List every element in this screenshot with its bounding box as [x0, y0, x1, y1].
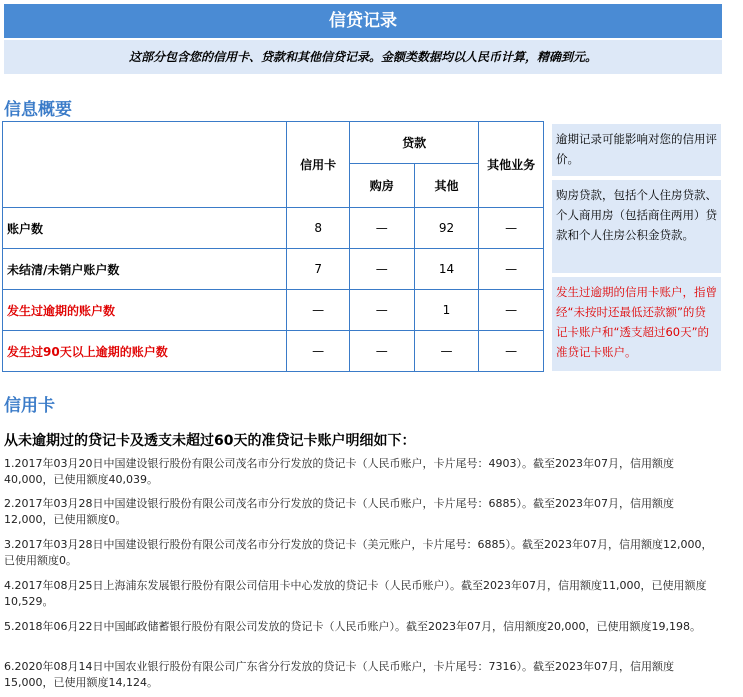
- cell-housing: —: [349, 290, 414, 331]
- credit-card-section-title: 信用卡: [4, 396, 55, 416]
- cell-credit-card: 8: [287, 208, 350, 249]
- cell-other-business: —: [479, 208, 544, 249]
- row-label: 未结清/未销户账户数: [3, 249, 287, 290]
- cell-credit-card: —: [287, 331, 350, 372]
- list-item: 1.2017年03月20日中国建设银行股份有限公司茂名市分行发放的贷记卡（人民币账户，卡片尾号：4903）。截至2023年07月，信用额度40,000，已使用额度40,039。: [4, 457, 674, 486]
- list-item: 4.2017年08月25日上海浦东发展银行股份有限公司信用卡中心发放的贷记卡（人民币账户）。截至2023年07月，信用额度11,000，已使用额度10,529。: [4, 579, 707, 608]
- table-row: [3, 208, 544, 249]
- table-row: [3, 249, 544, 290]
- table-row: [3, 331, 544, 372]
- row-label: 账户数: [3, 208, 287, 249]
- cell-other: 1: [414, 290, 479, 331]
- col-header-credit-card: 信用卡: [287, 122, 350, 208]
- col-header-other-business: 其他业务: [479, 122, 544, 208]
- col-header-other: 其他: [414, 164, 479, 208]
- cell-housing: —: [349, 331, 414, 372]
- corner-cell: [3, 122, 287, 208]
- col-header-loan: 贷款: [349, 122, 478, 164]
- page-title: 信贷记录: [4, 4, 722, 38]
- cell-other: 14: [414, 249, 479, 290]
- detail-heading: 从未逾期过的贷记卡及透支未超过60天的准贷记卡账户明细如下：: [4, 433, 416, 449]
- summary-table: [2, 121, 544, 372]
- list-item: 5.2018年06月22日中国邮政储蓄银行股份有限公司发放的贷记卡（人民币账户）。截至2023年07月，信用额度20,000，已使用额度19,198。: [4, 620, 701, 633]
- table-row: [3, 290, 544, 331]
- row-label: 发生过90天以上逾期的账户数: [3, 331, 287, 372]
- cell-other-business: —: [479, 249, 544, 290]
- cell-credit-card: 7: [287, 249, 350, 290]
- notice-banner: 这部分包含您的信用卡、贷款和其他信贷记录。金额类数据均以人民币计算，精确到元。: [4, 40, 722, 74]
- note-overdue-impact: 逾期记录可能影响对您的信用评价。: [552, 124, 721, 176]
- cell-other-business: —: [479, 331, 544, 372]
- row-label: 发生过逾期的账户数: [3, 290, 287, 331]
- cell-housing: —: [349, 249, 414, 290]
- col-header-housing: 购房: [349, 164, 414, 208]
- list-item: 3.2017年03月28日中国建设银行股份有限公司茂名市分行发放的贷记卡（美元账户，卡片尾号：6885）。截至2023年07月，信用额度12,000，已使用额度0。: [4, 538, 713, 567]
- list-item: 2.2017年03月28日中国建设银行股份有限公司茂名市分行发放的贷记卡（人民币账户，卡片尾号：6885）。截至2023年07月，信用额度12,000，已使用额度0。: [4, 497, 674, 526]
- overview-section-title: 信息概要: [4, 100, 72, 120]
- cell-other: 92: [414, 208, 479, 249]
- cell-credit-card: —: [287, 290, 350, 331]
- cell-other-business: —: [479, 290, 544, 331]
- note-overdue-cards: 发生过逾期的信用卡账户，指曾经“未按时还最低还款额”的贷记卡账户和“透支超过60天”的准贷记卡账户。: [552, 277, 721, 371]
- cell-housing: —: [349, 208, 414, 249]
- list-item: 6.2020年08月14日中国农业银行股份有限公司广东省分行发放的贷记卡（人民币账户，卡片尾号：7316）。截至2023年07月，信用额度15,000，已使用额度14,124。: [4, 660, 674, 689]
- note-housing-loan: 购房贷款，包括个人住房贷款、个人商用房（包括商住两用）贷款和个人住房公积金贷款。: [552, 180, 721, 273]
- cell-other: —: [414, 331, 479, 372]
